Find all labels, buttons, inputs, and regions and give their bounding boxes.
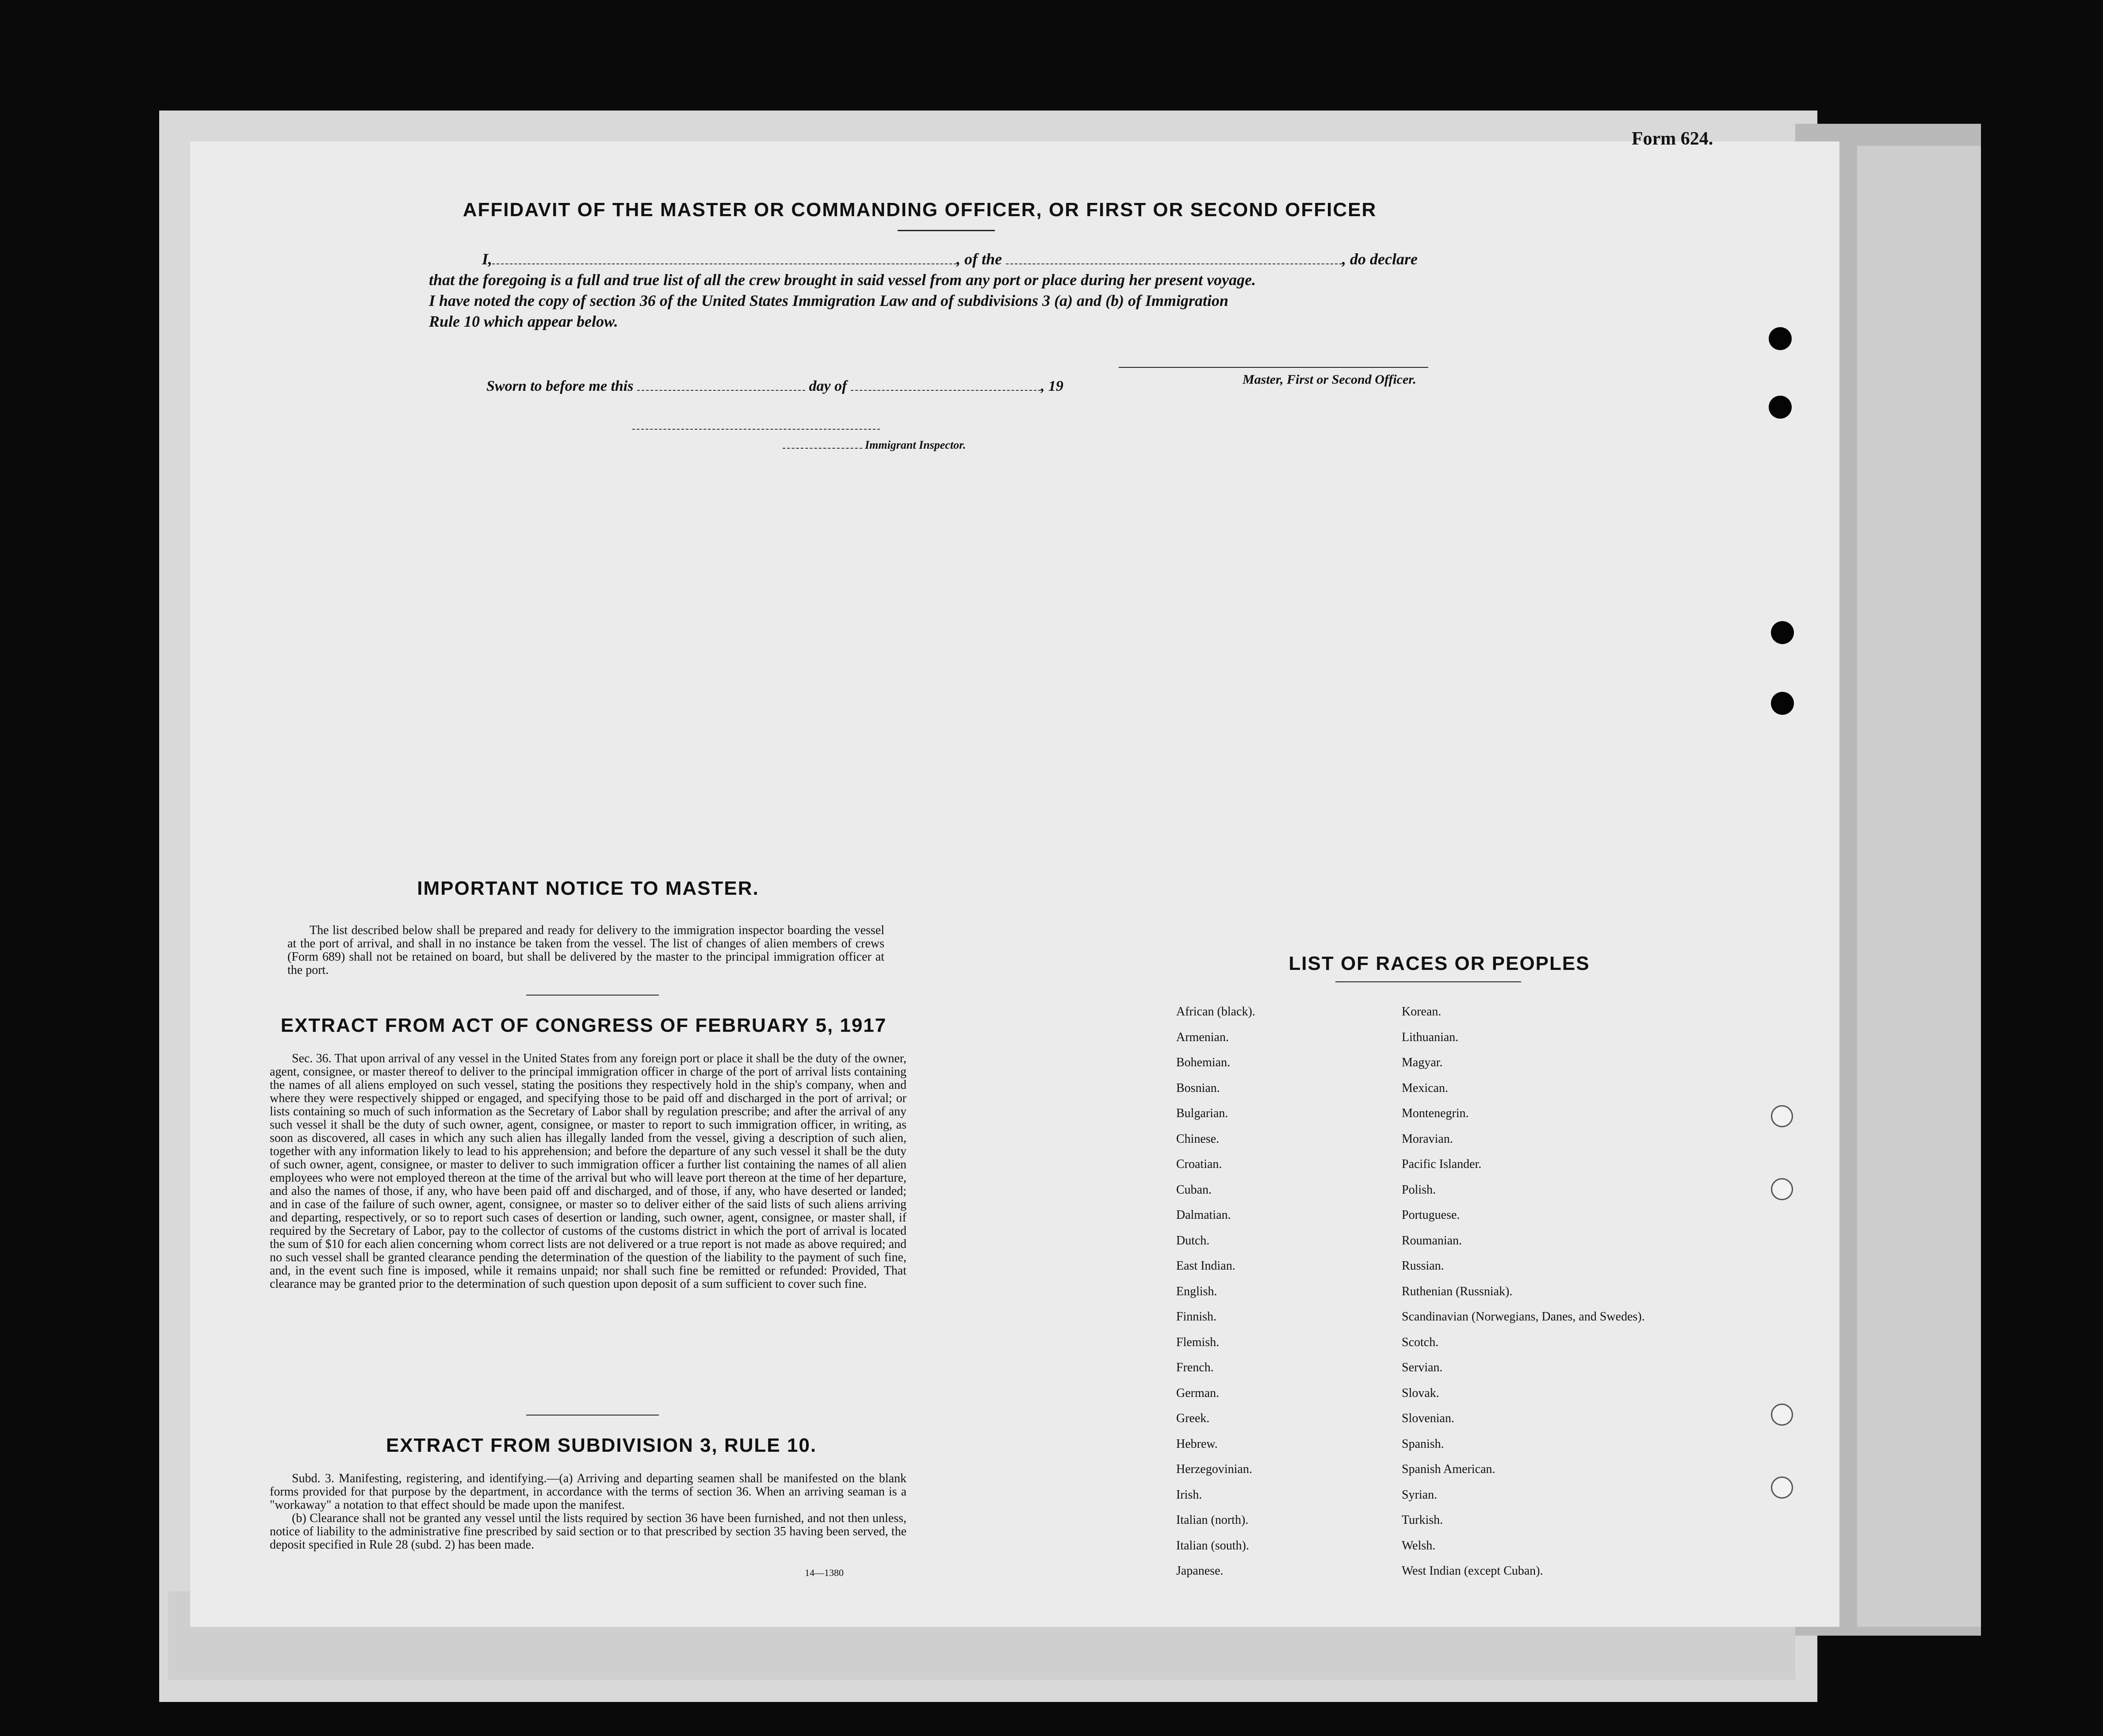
race-item: Dutch. — [1176, 1233, 1210, 1248]
race-item: Scotch. — [1402, 1335, 1439, 1349]
race-item: French. — [1176, 1361, 1214, 1374]
race-item: Syrian. — [1402, 1488, 1438, 1502]
race-item: West Indian (except Cuban). — [1402, 1564, 1543, 1578]
race-item: Cuban. — [1176, 1183, 1212, 1197]
punch-hole — [1771, 1477, 1793, 1499]
races-column-1 — [1176, 999, 1255, 1584]
races-column-2 — [1402, 999, 1645, 1584]
race-item: Welsh. — [1402, 1538, 1436, 1553]
sworn-line: Sworn to before me this day of , 19 — [486, 378, 1063, 394]
punch-hole — [1769, 396, 1792, 419]
divider — [898, 230, 995, 231]
document-page — [190, 129, 1839, 1627]
race-item: Finnish. — [1176, 1310, 1217, 1324]
affidavit-line-2: that the foregoing is a full and true list of all the crew brought in said vessel from any port or place during her present voyage. — [429, 271, 1256, 289]
race-item: Japanese. — [1176, 1564, 1224, 1578]
race-item: Bohemian. — [1176, 1056, 1231, 1069]
race-item: Ruthenian (Russniak). — [1402, 1284, 1513, 1298]
print-code: 14—1380 — [805, 1567, 844, 1578]
race-item: Spanish American. — [1402, 1462, 1495, 1476]
form-number: Form 624. — [1632, 129, 1713, 149]
notice-heading: IMPORTANT NOTICE TO MASTER. — [417, 878, 759, 899]
race-item: African (black). — [1176, 1005, 1255, 1019]
race-item: Dalmatian. — [1176, 1208, 1231, 1222]
punch-hole — [1769, 327, 1792, 350]
race-item: Lithuanian. — [1402, 1030, 1459, 1044]
punch-hole — [1771, 621, 1794, 644]
punch-hole — [1771, 692, 1794, 715]
divider — [1335, 981, 1521, 982]
section-36-text: Sec. 36. That upon arrival of any vessel in the United States from any foreign port or place it shall be the duty of the owner, agent, consignee, or master thereof to deliver to the principal immigration officer in charge of the port of arrival lists containing the names of all aliens employed on such vessel, stating the positions they respectively hold in the ship's company, when and where they were respectively shipped or engaged, and specifying those to be paid off and discharged in the port of arrival; or lists containing so much of such information as the Secretary of Labor shall by regulation prescribe; and after the arrival of any such vessel it shall be the duty of such owner, agent, consignee, or master to report to such immigration officer, in writing, as soon as discovered, all cases in which any such alien has illegally landed from the vessel, giving a description of such alien, together with any information likely to lead to his apprehension; and before the departure of any such vessel it shall be the duty of such owner, agent, consignee, or master to deliver to such immigration officer a further list containing the names of all alien employees who were not employed thereon at the time of the arrival but who will leave port thereon at the time of her departure, and also the names of those, if any, who have been paid off and discharged, and of those, if any, who have deserted or landed; and in case of the failure of such owner, agent, consignee, or master so to deliver either of the said lists of such aliens arriving and departing, respectively, or so to report such cases of desertion or landing, such owner, agent, consignee, or master shall, if required by the Secretary of Labor, pay to the collector of customs of the customs district in which the port of arrival is located the sum of $10 for each alien concerning whom correct lists are not delivered or a true report is not made as above required; and no such vessel shall be granted clearance pending the determination of the question of the liability to the payment of such fine, and, in the event such fine is imposed, while it remains unpaid; nor shall such fine be remitted or refunded: Provided, That clearance may be granted prior to the determination of such question upon deposit of a sum sufficient to cover such fine. — [270, 1052, 906, 1291]
divider — [526, 1415, 659, 1416]
race-item: Korean. — [1402, 1005, 1442, 1019]
affidavit-line-1: I, , of the , do declare — [482, 250, 1418, 268]
race-item: Servian. — [1402, 1361, 1443, 1374]
race-item: Italian (north). — [1176, 1513, 1249, 1527]
race-item: Herzegovinian. — [1176, 1462, 1252, 1476]
inspector-label: Immigrant Inspector. — [783, 439, 966, 452]
vessel-name-field[interactable] — [1006, 263, 1342, 264]
divider — [526, 995, 659, 996]
race-item: English. — [1176, 1284, 1217, 1298]
race-item: Flemish. — [1176, 1335, 1220, 1349]
background-sheet — [1857, 146, 1981, 1627]
races-heading: LIST OF RACES OR PEOPLES — [1289, 953, 1590, 974]
race-item: Mexican. — [1402, 1081, 1448, 1095]
race-item: Bosnian. — [1176, 1081, 1220, 1095]
race-item: Russian. — [1402, 1259, 1444, 1273]
race-item: Slovak. — [1402, 1386, 1439, 1400]
race-item: Armenian. — [1176, 1030, 1229, 1044]
race-item: Slovenian. — [1402, 1412, 1454, 1425]
master-signature-line[interactable] — [1119, 367, 1428, 368]
inspector-signature-line[interactable] — [632, 429, 880, 430]
extract-act-heading: EXTRACT FROM ACT OF CONGRESS OF FEBRUARY 5, 1917 — [280, 1015, 887, 1036]
affidavit-line-3: I have noted the copy of section 36 of the United States Immigration Law and of subdivisions 3 (a) and (b) of Immigration — [429, 292, 1229, 309]
race-item: Scandinavian (Norwegians, Danes, and Swedes). — [1402, 1310, 1645, 1324]
race-item: Moravian. — [1402, 1132, 1453, 1146]
race-item: East Indian. — [1176, 1259, 1235, 1273]
notice-text: The list described below shall be prepared and ready for delivery to the immigration inspector boarding the vessel at the port of arrival, and shall in no instance be taken from the vessel. The list of changes of alien members of crews (Form 689) shall not be retained on board, but shall be delivered by the master to the principal immigration officer at the port. — [287, 923, 884, 977]
race-item: Turkish. — [1402, 1513, 1443, 1527]
race-item: German. — [1176, 1386, 1220, 1400]
race-item: Pacific Islander. — [1402, 1157, 1482, 1171]
race-item: Croatian. — [1176, 1157, 1222, 1171]
punch-hole — [1771, 1404, 1793, 1426]
affidavit-title: AFFIDAVIT OF THE MASTER OR COMMANDING OFFICER, OR FIRST OR SECOND OFFICER — [463, 199, 1377, 221]
affidavit-line-4: Rule 10 which appear below. — [429, 313, 618, 330]
master-signature-label: Master, First or Second Officer. — [1243, 372, 1416, 387]
sworn-day-field[interactable] — [637, 390, 805, 391]
race-item: Polish. — [1402, 1183, 1436, 1197]
race-item: Italian (south). — [1176, 1538, 1249, 1553]
punch-hole — [1771, 1178, 1793, 1200]
sworn-month-field[interactable] — [851, 390, 1041, 391]
rule-10-text: Subd. 3. Manifesting, registering, and identifying.—(a) Arriving and departing seamen shall be manifested on the blank forms provided for that purpose by the department, in accordance with the terms of section 36. When an arriving seaman is a "workaway" a notation to that effect should be made upon the manifest. (b) Clearance shall not be granted any vessel until the lists required by section 36 have been furnished, and not then unless, notice of liability to the administrative fine prescribed by said section or to that prescribed by section 35 having been served, the deposit specified in Rule 28 (subd. 2) has been made. — [270, 1472, 906, 1552]
race-item: Roumanian. — [1402, 1233, 1462, 1248]
master-name-field[interactable] — [492, 263, 956, 264]
race-item: Bulgarian. — [1176, 1106, 1228, 1120]
race-item: Magyar. — [1402, 1056, 1443, 1069]
race-item: Spanish. — [1402, 1437, 1444, 1451]
race-item: Irish. — [1176, 1488, 1202, 1502]
punch-hole — [1771, 1105, 1793, 1127]
race-item: Chinese. — [1176, 1132, 1220, 1146]
race-item: Montenegrin. — [1402, 1106, 1469, 1120]
extract-rule-heading: EXTRACT FROM SUBDIVISION 3, RULE 10. — [386, 1435, 817, 1456]
race-item: Greek. — [1176, 1412, 1210, 1425]
race-item: Hebrew. — [1176, 1437, 1218, 1451]
race-item: Portuguese. — [1402, 1208, 1460, 1222]
